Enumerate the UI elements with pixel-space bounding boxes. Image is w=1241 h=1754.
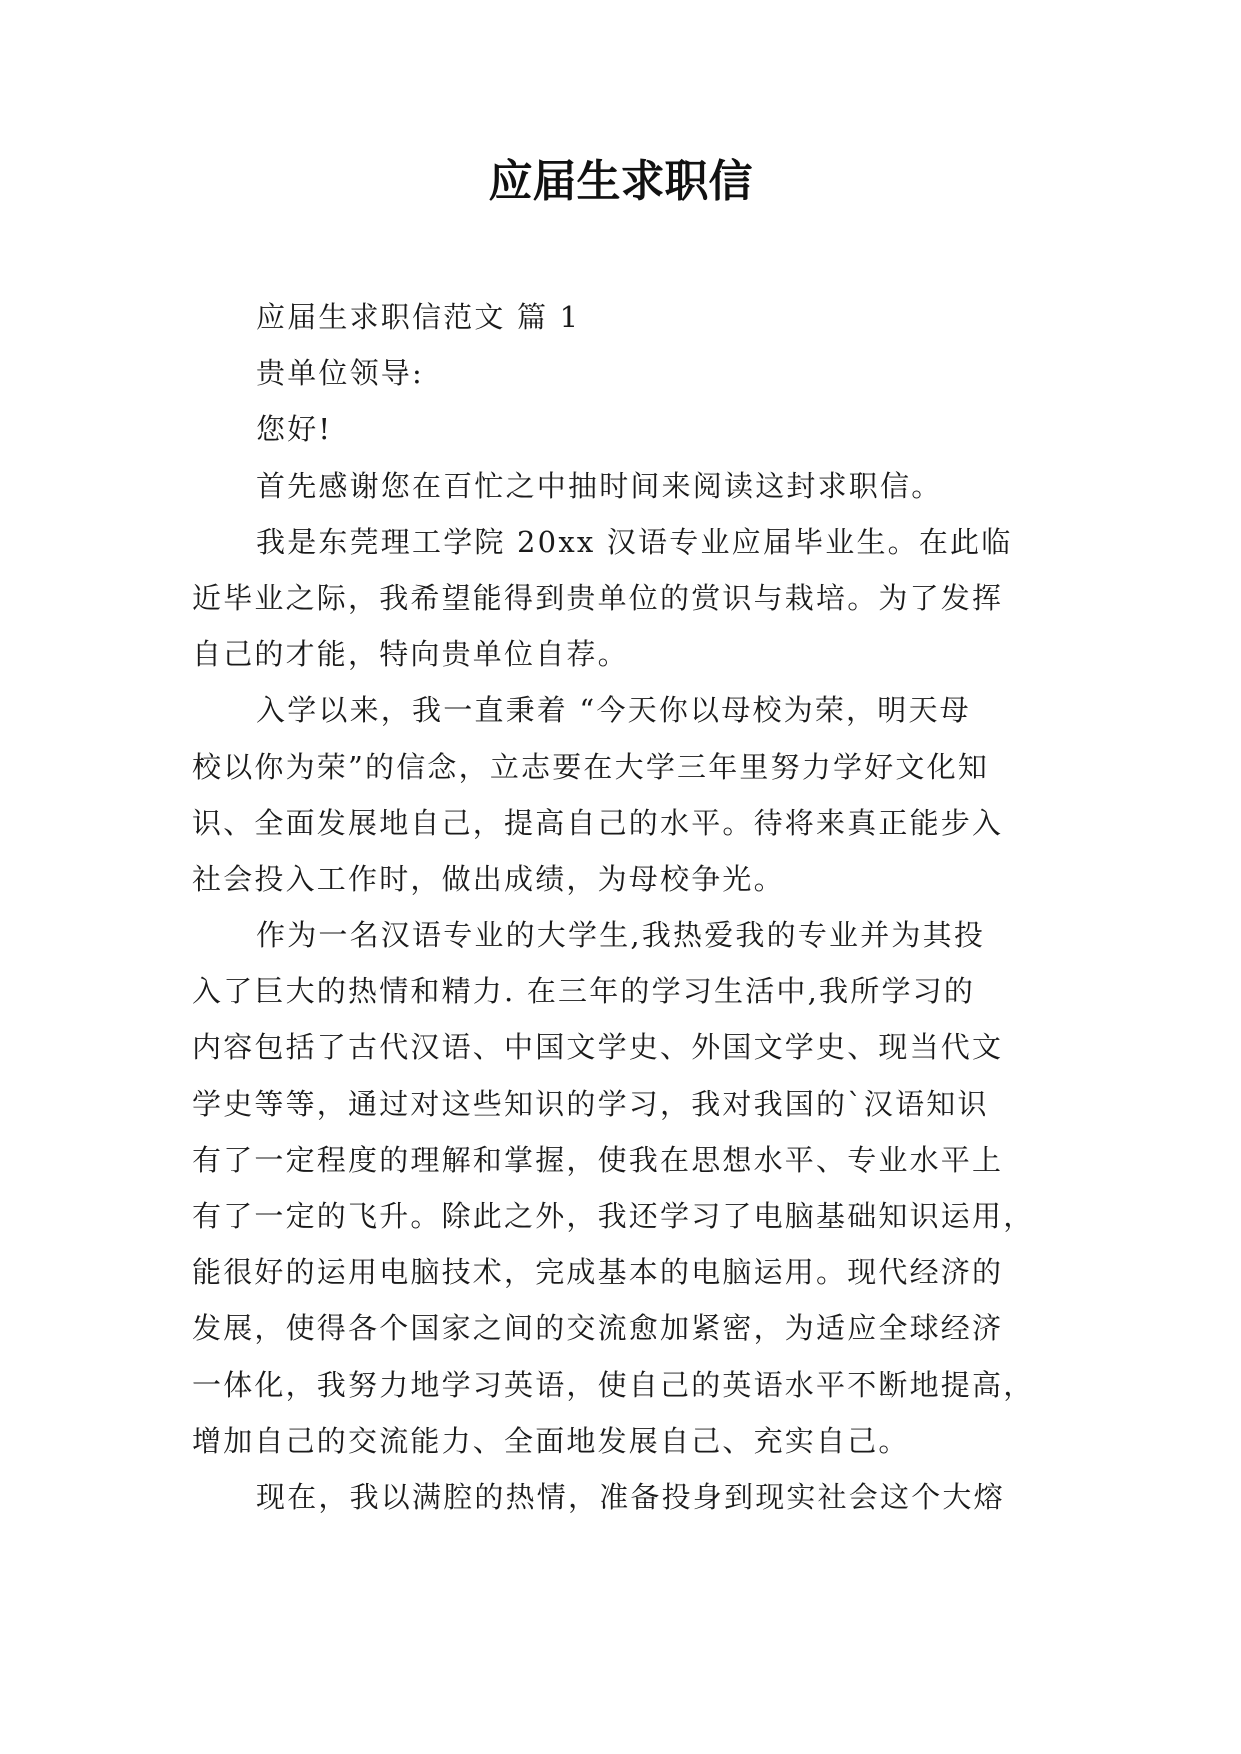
paragraph-line: 社会投入工作时，做出成绩，为母校争光。 xyxy=(192,861,785,896)
section-heading: 应届生求职信范文 篇 1 xyxy=(256,300,581,334)
paragraph-line: 入了巨大的热情和精力. 在三年的学习生活中,我所学习的 xyxy=(192,974,976,1009)
paragraph-line: 识、全面发展地自己，提高自己的水平。待将来真正能步入 xyxy=(192,805,1004,840)
paragraph-line: 入学以来，我一直秉着 “今天你以母校为荣，明天母 xyxy=(256,693,971,728)
document-title: 应届生求职信 xyxy=(488,156,753,207)
paragraph-line: 近毕业之际，我希望能得到贵单位的赏识与栽培。为了发挥 xyxy=(192,580,1004,615)
paragraph-line: 现在，我以满腔的热情，准备投身到现实社会这个大熔 xyxy=(256,1479,1005,1514)
salutation-line: 贵单位领导: xyxy=(256,356,424,391)
letter-body xyxy=(192,289,1060,1525)
paragraph-line: 增加自己的交流能力、全面地发展自己、充实自己。 xyxy=(192,1423,910,1458)
paragraph-line: 首先感谢您在百忙之中抽时间来阅读这封求职信。 xyxy=(256,468,943,503)
paragraph-line: 能很好的运用电脑技术，完成基本的电脑运用。现代经济的 xyxy=(192,1255,1004,1290)
paragraph-line: 作为一名汉语专业的大学生,我热爱我的专业并为其投 xyxy=(256,918,986,953)
paragraph-line: 一体化，我努力地学习英语，使自己的英语水平不断地提高， xyxy=(192,1367,1035,1402)
paragraph-line: 内容包括了古代汉语、中国文学史、外国文学史、现当代文 xyxy=(192,1030,1004,1065)
paragraph-line: 发展，使得各个国家之间的交流愈加紧密，为适应全球经济 xyxy=(192,1311,1004,1346)
paragraph-line: 我是东莞理工学院 20xx 汉语专业应届毕业生。在此临 xyxy=(256,524,1013,559)
paragraph-line: 有了一定的飞升。除此之外，我还学习了电脑基础知识运用， xyxy=(192,1199,1035,1233)
paragraph-line: 有了一定程度的理解和掌握，使我在思想水平、专业水平上 xyxy=(192,1142,1004,1177)
paragraph-line: 校以你为荣”的信念，立志要在大学三年里努力学好文化知 xyxy=(192,749,990,784)
paragraph-line: 自己的才能，特向贵单位自荐。 xyxy=(192,637,629,672)
paragraph-line: 学史等等，通过对这些知识的学习，我对我国的`汉语知识 xyxy=(192,1086,989,1121)
greeting-line: 您好! xyxy=(256,412,333,447)
